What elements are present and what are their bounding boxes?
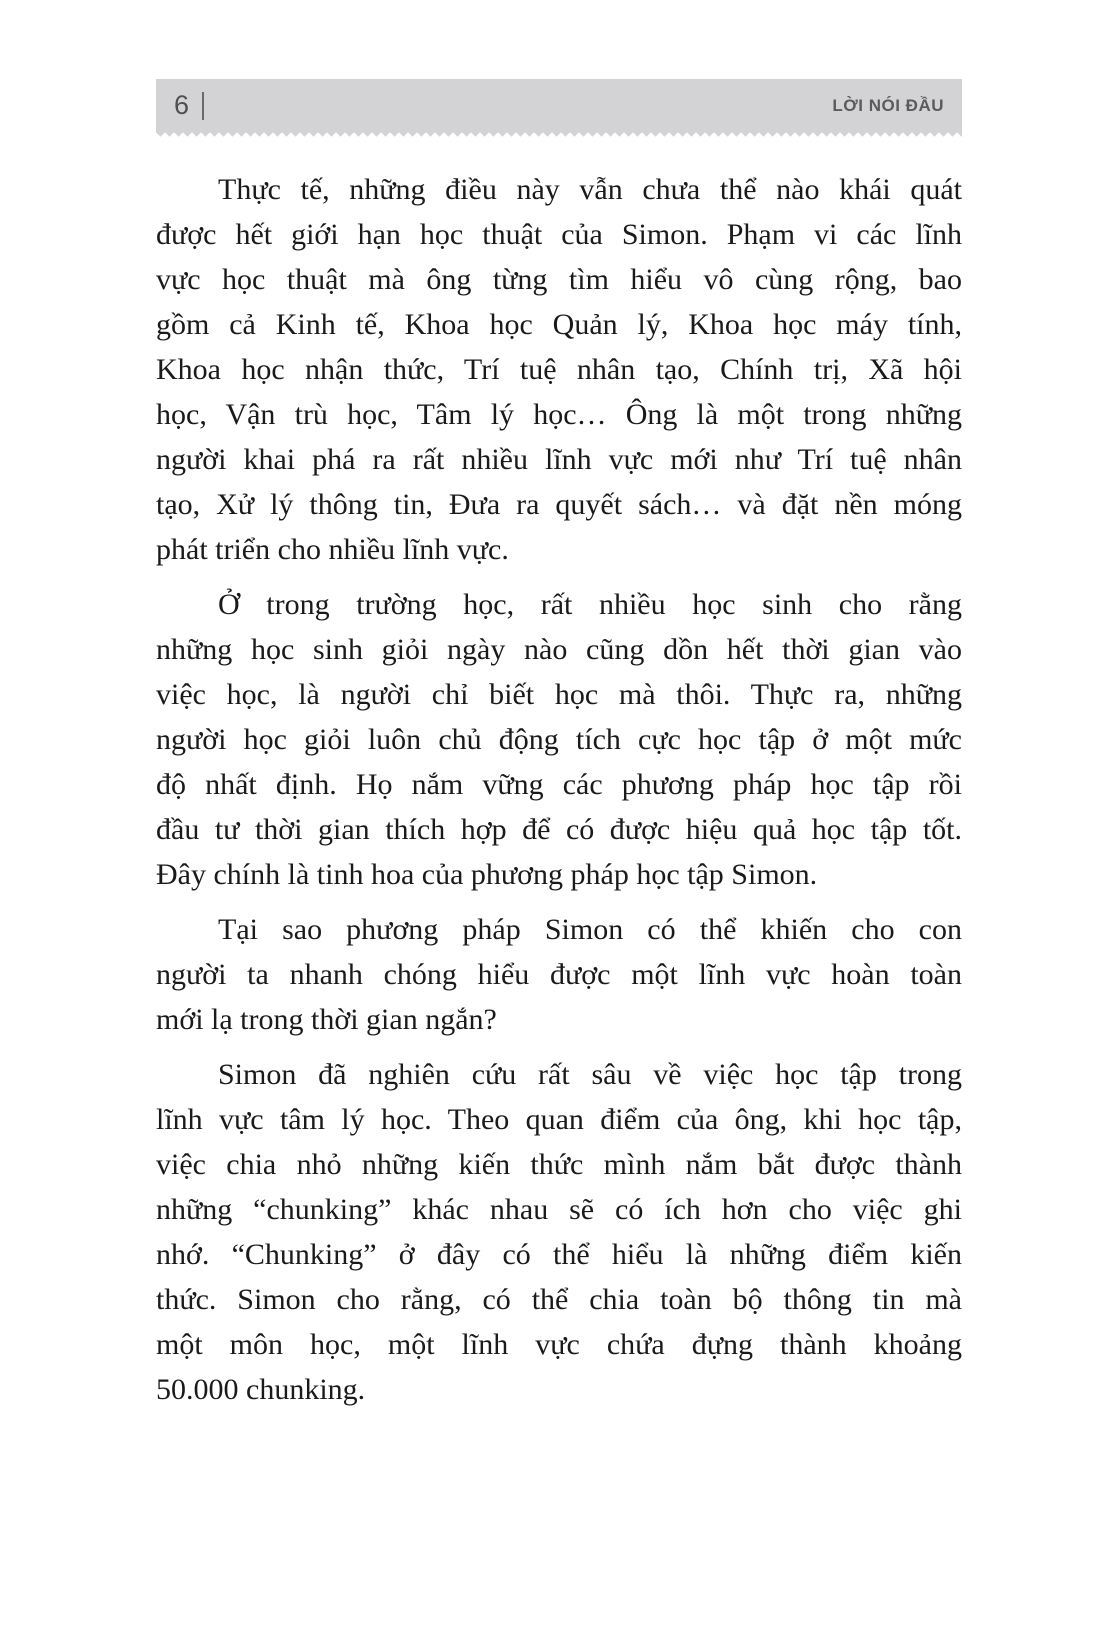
page-number: 6: [174, 90, 190, 120]
text-line: Tại sao phương pháp Simon có thể khiến cho con: [218, 913, 962, 946]
text-line: Simon đã nghiên cứu rất sâu về việc học tập trong: [218, 1058, 962, 1091]
page-header: [156, 79, 962, 137]
text-line: Ở trong trường học, rất nhiều học sinh cho rằng: [218, 588, 962, 621]
paragraph: [156, 907, 962, 1042]
paragraph: [156, 1052, 962, 1412]
text-line: 50.000 chunking.: [156, 1373, 366, 1406]
text-line: phát triển cho nhiều lĩnh vực.: [156, 533, 509, 566]
text-line: người ta nhanh chóng hiểu được một lĩnh vực hoàn toàn: [156, 958, 962, 991]
header-bar: [156, 79, 962, 132]
page-number-group: [174, 92, 204, 120]
text-line: vực học thuật mà ông từng tìm hiểu vô cùng rộng, bao: [156, 263, 962, 296]
text-line: người học giỏi luôn chủ động tích cực học tập ở một mức: [156, 723, 962, 756]
text-line: lĩnh vực tâm lý học. Theo quan điểm của ông, khi học tập,: [156, 1103, 962, 1136]
text-line: đầu tư thời gian thích hợp để có được hiệu quả học tập tốt.: [156, 813, 962, 846]
header-deckle-edge: [156, 132, 962, 137]
body-text: [156, 167, 962, 1422]
text-line: nhớ. “Chunking” ở đây có thể hiểu là những điểm kiến: [156, 1238, 962, 1271]
text-line: gồm cả Kinh tế, Khoa học Quản lý, Khoa học máy tính,: [156, 308, 962, 341]
text-line: những “chunking” khác nhau sẽ có ích hơn cho việc ghi: [156, 1193, 962, 1226]
text-line: những học sinh giỏi ngày nào cũng dồn hết thời gian vào: [156, 633, 962, 666]
text-line: Thực tế, những điều này vẫn chưa thể nào khái quát: [218, 173, 962, 206]
running-head: LỜI NÓI ĐẦU: [832, 95, 944, 115]
text-line: người khai phá ra rất nhiều lĩnh vực mới như Trí tuệ nhân: [156, 443, 962, 476]
text-line: được hết giới hạn học thuật của Simon. Phạm vi các lĩnh: [156, 218, 962, 251]
text-line: thức. Simon cho rằng, có thể chia toàn bộ thông tin mà: [156, 1283, 962, 1316]
text-line: việc chia nhỏ những kiến thức mình nắm bắt được thành: [156, 1148, 962, 1181]
text-line: độ nhất định. Họ nắm vững các phương pháp học tập rồi: [156, 768, 962, 801]
text-line: học, Vận trù học, Tâm lý học… Ông là một trong những: [156, 398, 962, 431]
text-line: Khoa học nhận thức, Trí tuệ nhân tạo, Chính trị, Xã hội: [156, 353, 962, 386]
paragraph: [156, 167, 962, 572]
text-line: tạo, Xử lý thông tin, Đưa ra quyết sách… và đặt nền móng: [156, 488, 962, 521]
text-line: việc học, là người chỉ biết học mà thôi. Thực ra, những: [156, 678, 962, 711]
text-line: Đây chính là tinh hoa của phương pháp học tập Simon.: [156, 858, 818, 891]
text-line: mới lạ trong thời gian ngắn?: [156, 1003, 497, 1036]
text-line: một môn học, một lĩnh vực chứa đựng thành khoảng: [156, 1328, 962, 1361]
page-number-divider: [202, 92, 204, 120]
paragraph: [156, 582, 962, 897]
